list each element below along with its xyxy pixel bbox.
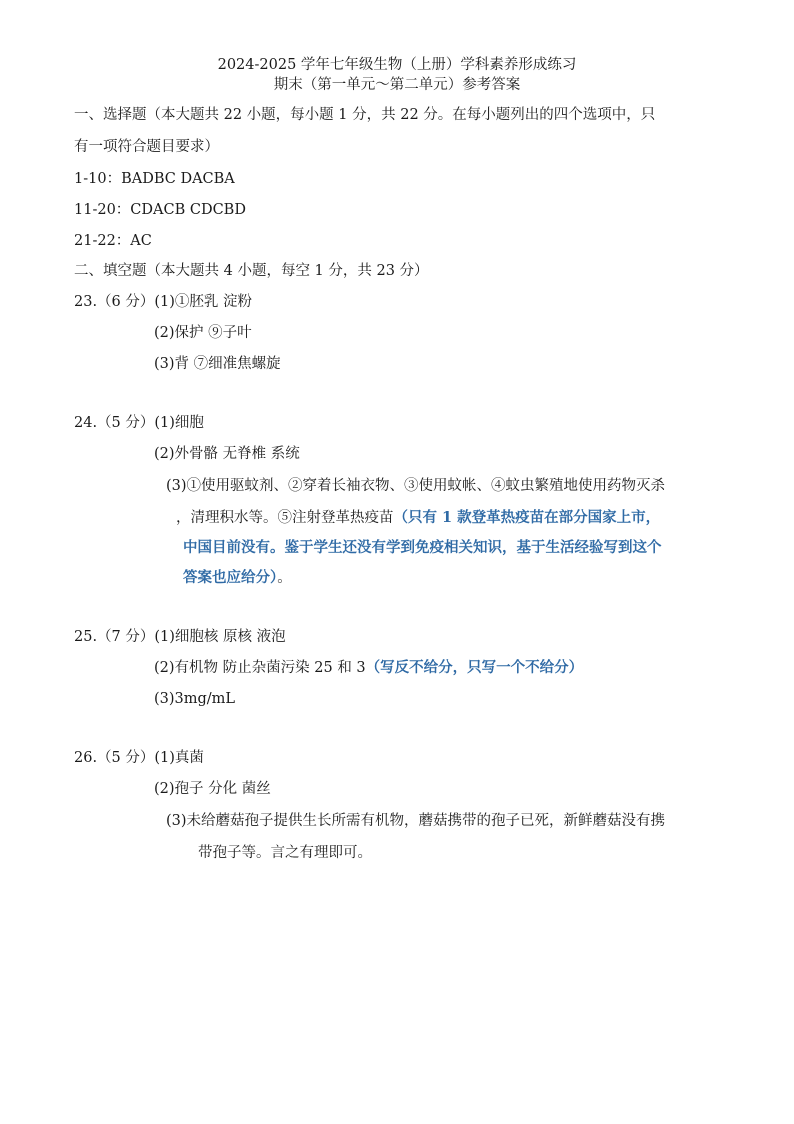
q24-answer-text: ，清理积水等。⑤注射登革热疫苗 <box>176 510 394 526</box>
section1-heading-cont: 有一项符合题目要求） <box>74 139 219 155</box>
q24-grading-note: （只有 1 款登革热疫苗在部分国家上市， <box>393 509 661 526</box>
section2-heading: 二、填空题（本大题共 4 小题，每空 1 分，共 23 分） <box>74 263 429 279</box>
doc-title: 2024-2025 学年七年级生物（上册）学科素养形成练习 <box>217 57 577 73</box>
q23-part2: (2)保护 ⑨子叶 <box>154 325 252 341</box>
mc-answers-2: 11-20：CDACB CDCBD <box>74 202 246 218</box>
q23-part3: (3)背 ⑦细准焦螺旋 <box>154 356 281 372</box>
q23-part1: 23.（6 分）(1)①胚乳 淀粉 <box>74 294 253 310</box>
q24-period: 。 <box>277 570 292 586</box>
q26-part3-cont: 带孢子等。言之有理即可。 <box>198 845 372 861</box>
q25-part1: 25.（7 分）(1)细胞核 原核 液泡 <box>74 629 286 645</box>
q25-answer-text: (2)有机物 防止杂菌污染 25 和 3 <box>154 660 366 676</box>
doc-subtitle: 期末（第一单元～第二单元）参考答案 <box>273 77 521 93</box>
q25-part3: (3)3mg/mL <box>154 691 236 707</box>
q24-grading-note-cont: 中国目前没有。鉴于学生还没有学到免疫相关知识，基于生活经验写到这个 <box>183 539 662 556</box>
section1-heading: 一、选择题（本大题共 22 小题，每小题 1 分，共 22 分。在每小题列出的四个选项中，只 <box>74 107 656 123</box>
mc-answers-3: 21-22：AC <box>74 233 152 249</box>
q25-part2 <box>154 658 583 678</box>
q24-part1: 24.（5 分）(1)细胞 <box>74 415 204 431</box>
mc-answers-1: 1-10：BADBC DACBA <box>74 171 235 187</box>
q24-part3: (3)①使用驱蚊剂、②穿着长袖衣物、③使用蚊帐、④蚊虫繁殖地使用药物灭杀 <box>166 478 666 494</box>
q26-part3: (3)未给蘑菇孢子提供生长所需有机物，蘑菇携带的孢子已死，新鲜蘑菇没有携 <box>166 813 666 829</box>
q26-part2: (2)孢子 分化 菌丝 <box>154 781 271 797</box>
q25-grading-note: （写反不给分，只写一个不给分） <box>365 659 584 676</box>
q24-part3-cont <box>176 508 660 528</box>
q24-grading-note-tail: 答案也应给分） <box>183 569 278 586</box>
q26-part1: 26.（5 分）(1)真菌 <box>74 750 204 766</box>
q24-part2: (2)外骨骼 无脊椎 系统 <box>154 446 300 462</box>
q24-grading-note-end <box>183 568 292 588</box>
